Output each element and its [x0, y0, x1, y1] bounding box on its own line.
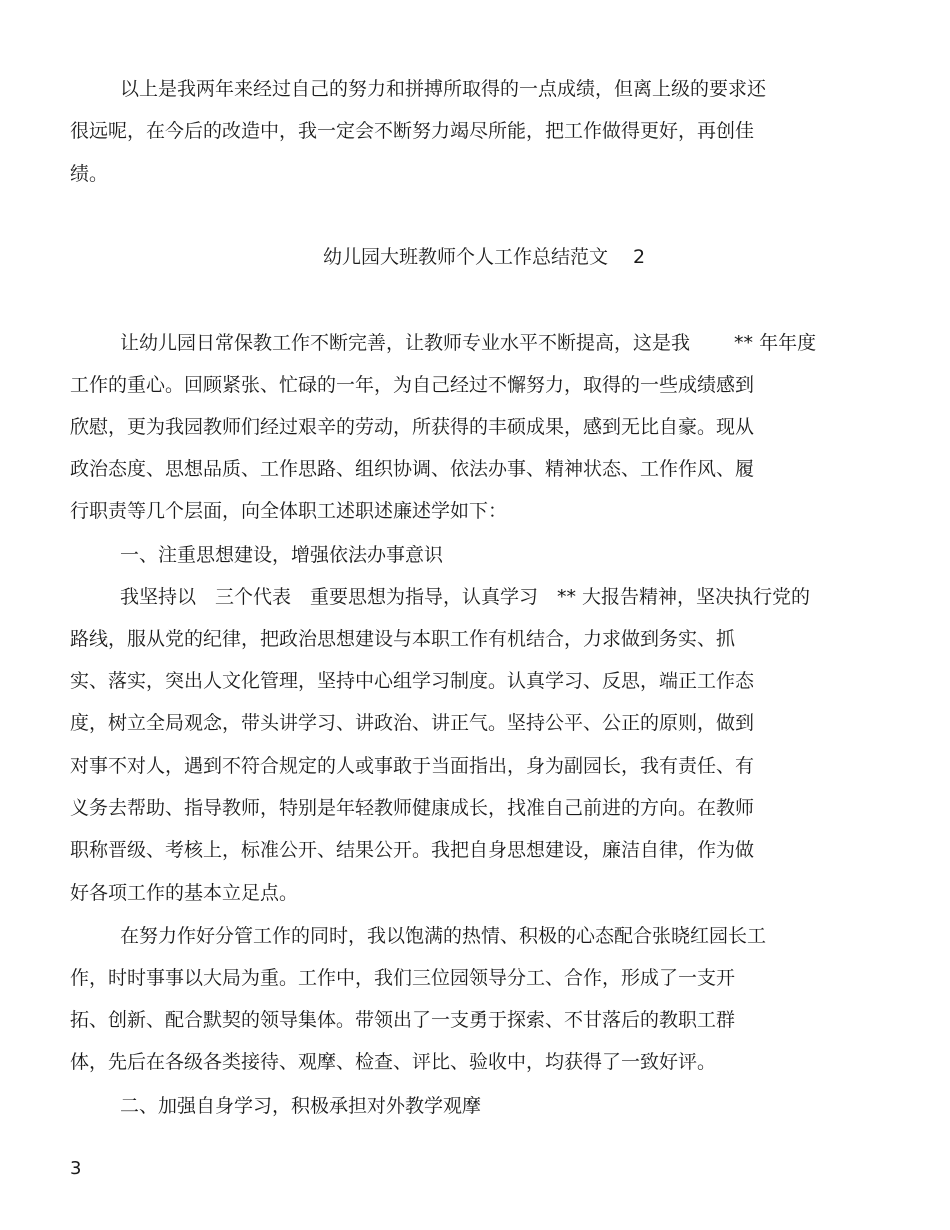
text-line: 绩。 [70, 163, 109, 185]
text-line: 义务去帮助、指导教师，特别是年轻教师健康成长，找准自己前进的方向。在教师 [70, 797, 755, 819]
heading-1: 一、注重思想建设，增强依法办事意识 [120, 544, 444, 566]
text-line: 工作的重心。回顾紧张、忙碌的一年，为自己经过不懈努力，取得的一些成绩感到 [70, 374, 755, 396]
text-line: 度，树立全局观念，带头讲学习、讲政治、讲正气。坚持公平、公正的原则，做到 [70, 712, 755, 734]
text-line: 让幼儿园日常保教工作不断完善，让教师专业水平不断提高，这是我 ** 年年度 [120, 332, 817, 354]
text-line: 我坚持以 三个代表 重要思想为指导，认真学习 ** 大报告精神，坚决执行党的 [120, 586, 811, 608]
page-number: 3 [70, 1158, 82, 1179]
text-line: 作，时时事事以大局为重。工作中，我们三位园领导分工、合作，形成了一支开 [70, 967, 736, 989]
text-line: 很远呢，在今后的改造中，我一定会不断努力竭尽所能，把工作做得更好，再创佳 [70, 120, 755, 142]
text-line: 在努力作好分管工作的同时，我以饱满的热情、积极的心态配合张晓红园长工 [120, 925, 767, 947]
text-line: 拓、创新、配合默契的领导集体。带领出了一支勇于探索、不甘落后的教职工群 [70, 1009, 736, 1031]
text-line: 实、落实，突出人文化管理，坚持中心组学习制度。认真学习、反思，端正工作态 [70, 670, 755, 692]
text-line: 职称晋级、考核上，标准公开、结果公开。我把自身思想建设，廉洁自律，作为做 [70, 839, 755, 861]
text-line: 政治态度、思想品质、工作思路、组织协调、依法办事、精神状态、工作作风、履 [70, 458, 755, 480]
text-line: 路线，服从党的纪律，把政治思想建设与本职工作有机结合，力求做到务实、抓 [70, 628, 736, 650]
text-line: 行职责等几个层面，向全体职工述职述廉述学如下： [70, 500, 508, 522]
text-line: 体，先后在各级各类接待、观摩、检查、评比、验收中，均获得了一致好评。 [70, 1051, 717, 1073]
heading-2: 二、加强自身学习，积极承担对外教学观摩 [120, 1095, 482, 1117]
text-line: 欣慰，更为我园教师们经过艰辛的劳动，所获得的丰硕成果，感到无比自豪。现从 [70, 416, 755, 438]
text-line: 对事不对人，遇到不符合规定的人或事敢于当面指出，身为副园长，我有责任、有 [70, 755, 755, 777]
section-title: 幼儿园大班教师个人工作总结范文 2 [323, 246, 646, 268]
text-line: 好各项工作的基本立足点。 [70, 882, 299, 904]
text-line: 以上是我两年来经过自己的努力和拼搏所取得的一点成绩，但离上级的要求还 [120, 78, 767, 100]
